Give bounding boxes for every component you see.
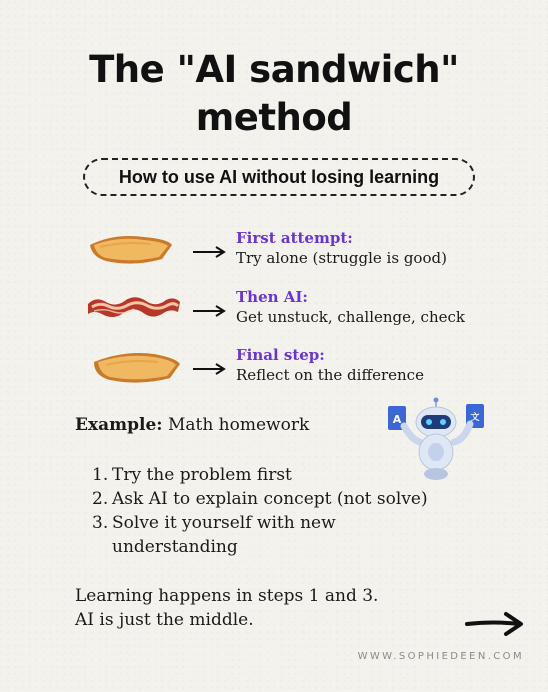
website-url: WWW.SOPHIEDEEN.COM (357, 651, 524, 662)
list-item-continuation: understanding (112, 537, 238, 557)
arrow-right-icon (192, 304, 226, 318)
svg-text:A: A (392, 413, 402, 426)
toast-icon (84, 348, 184, 384)
example-text: Math homework (167, 415, 310, 435)
list-item (92, 511, 428, 535)
page-title (0, 46, 548, 142)
list-number: 1. (92, 465, 109, 485)
list-text: Ask AI to explain concept (not solve) (112, 489, 428, 509)
next-arrow-icon[interactable] (464, 610, 526, 638)
title-line-2: method (195, 96, 353, 139)
list-text: Try the problem first (112, 465, 292, 485)
step-title: Then AI: (236, 288, 308, 306)
svg-text:文: 文 (470, 413, 480, 423)
step-description: Try alone (struggle is good) (236, 249, 447, 267)
closing-text (75, 584, 378, 632)
arrow-right-icon (192, 362, 226, 376)
list-number: 3. (92, 513, 109, 533)
step-description: Get unstuck, challenge, check (236, 308, 465, 326)
step-final (0, 348, 548, 398)
list-item (92, 487, 428, 511)
bacon-icon (84, 290, 184, 324)
step-description: Reflect on the difference (236, 366, 424, 384)
step-title: Final step: (236, 346, 325, 364)
toast-icon (84, 231, 176, 265)
list-number: 2. (92, 489, 109, 509)
closing-line-1: Learning happens in steps 1 and 3. (75, 586, 379, 606)
arrow-right-icon (192, 245, 226, 259)
example-label: Example: (75, 415, 163, 435)
step-then-ai (0, 290, 548, 340)
example-line (75, 415, 309, 435)
subtitle-pill: How to use AI without losing learning (83, 158, 475, 196)
list-text: Solve it yourself with new (112, 513, 336, 533)
steps-list (92, 463, 428, 559)
step-title: First attempt: (236, 229, 353, 247)
title-line-1: The "AI sandwich" (89, 48, 459, 91)
closing-line-2: AI is just the middle. (75, 610, 254, 630)
step-first-attempt (0, 231, 548, 281)
list-item (92, 463, 428, 487)
